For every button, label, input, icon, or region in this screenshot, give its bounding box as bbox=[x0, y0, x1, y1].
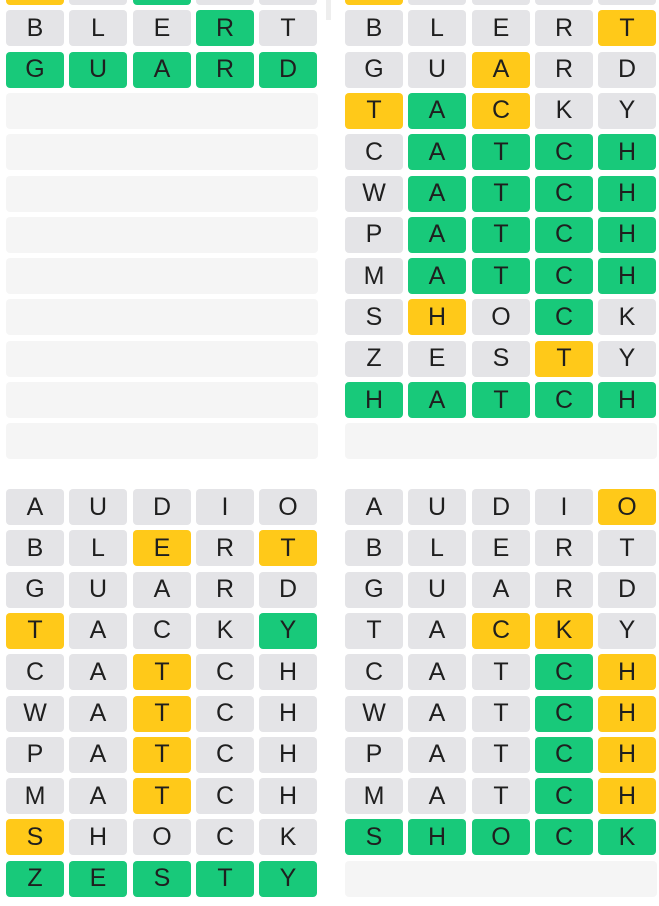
letter-tile: A bbox=[408, 93, 466, 129]
letter-tile: T bbox=[133, 737, 191, 773]
letter-tile: H bbox=[598, 696, 656, 732]
letter-tile: A bbox=[472, 52, 530, 88]
letter-tile: A bbox=[133, 52, 191, 88]
letter-tile: S bbox=[133, 861, 191, 897]
guess-row bbox=[6, 654, 318, 690]
letter-tile: A bbox=[6, 489, 64, 525]
guess-row bbox=[345, 341, 657, 377]
letter-tile: T bbox=[535, 341, 593, 377]
letter-tile: H bbox=[259, 696, 317, 732]
letter-tile: C bbox=[535, 737, 593, 773]
letter-tile bbox=[6, 0, 64, 5]
letter-tile: U bbox=[408, 52, 466, 88]
guess-row bbox=[6, 613, 318, 649]
letter-tile: T bbox=[133, 696, 191, 732]
letter-tile: H bbox=[345, 382, 403, 418]
letter-tile: O bbox=[133, 819, 191, 855]
guess-row bbox=[6, 861, 318, 897]
letter-tile: T bbox=[472, 737, 530, 773]
letter-tile: S bbox=[472, 341, 530, 377]
letter-tile: T bbox=[133, 778, 191, 814]
letter-tile: A bbox=[133, 572, 191, 608]
letter-tile: A bbox=[69, 654, 127, 690]
letter-tile: A bbox=[345, 489, 403, 525]
guess-row bbox=[345, 819, 657, 855]
empty-row bbox=[6, 93, 318, 129]
letter-tile: T bbox=[472, 134, 530, 170]
letter-tile: A bbox=[69, 737, 127, 773]
letter-tile: R bbox=[196, 52, 254, 88]
letter-tile: A bbox=[69, 613, 127, 649]
letter-tile: S bbox=[345, 819, 403, 855]
letter-tile: U bbox=[69, 572, 127, 608]
letter-tile: C bbox=[535, 258, 593, 294]
letter-tile: T bbox=[472, 217, 530, 253]
guess-row bbox=[345, 489, 657, 525]
letter-tile: H bbox=[598, 258, 656, 294]
letter-tile: K bbox=[598, 299, 656, 335]
letter-tile: A bbox=[408, 217, 466, 253]
letter-tile: K bbox=[535, 93, 593, 129]
empty-row bbox=[345, 423, 657, 459]
letter-tile: C bbox=[472, 93, 530, 129]
letter-tile: L bbox=[69, 10, 127, 46]
letter-tile: A bbox=[408, 258, 466, 294]
letter-tile: H bbox=[408, 299, 466, 335]
letter-tile: T bbox=[6, 613, 64, 649]
letter-tile: C bbox=[345, 654, 403, 690]
letter-tile: H bbox=[408, 819, 466, 855]
guess-row bbox=[6, 489, 318, 525]
letter-tile: E bbox=[69, 861, 127, 897]
letter-tile: T bbox=[472, 696, 530, 732]
letter-tile: C bbox=[535, 217, 593, 253]
letter-tile: U bbox=[69, 52, 127, 88]
letter-tile bbox=[196, 0, 254, 5]
letter-tile: L bbox=[69, 530, 127, 566]
letter-tile: C bbox=[345, 134, 403, 170]
letter-tile: T bbox=[472, 258, 530, 294]
letter-tile: C bbox=[196, 819, 254, 855]
guess-row bbox=[345, 572, 657, 608]
guess-row bbox=[345, 613, 657, 649]
letter-tile: G bbox=[6, 52, 64, 88]
letter-tile: E bbox=[133, 10, 191, 46]
letter-tile: C bbox=[196, 654, 254, 690]
letter-tile: B bbox=[345, 10, 403, 46]
letter-tile: T bbox=[472, 382, 530, 418]
letter-tile: C bbox=[6, 654, 64, 690]
letter-tile: B bbox=[345, 530, 403, 566]
letter-tile: H bbox=[598, 217, 656, 253]
letter-tile: D bbox=[598, 52, 656, 88]
letter-tile bbox=[345, 0, 403, 5]
letter-tile: W bbox=[345, 176, 403, 212]
letter-tile: S bbox=[6, 819, 64, 855]
letter-tile: R bbox=[535, 572, 593, 608]
letter-tile: T bbox=[472, 654, 530, 690]
letter-tile bbox=[472, 0, 530, 5]
letter-tile: S bbox=[345, 299, 403, 335]
letter-tile: R bbox=[535, 530, 593, 566]
letter-tile: T bbox=[472, 176, 530, 212]
letter-tile: T bbox=[472, 778, 530, 814]
letter-tile: C bbox=[133, 613, 191, 649]
letter-tile: A bbox=[408, 737, 466, 773]
guess-row bbox=[345, 134, 657, 170]
guess-row bbox=[6, 696, 318, 732]
letter-tile: C bbox=[472, 613, 530, 649]
letter-tile: H bbox=[598, 176, 656, 212]
letter-tile: A bbox=[408, 696, 466, 732]
letter-tile: G bbox=[345, 52, 403, 88]
guess-row bbox=[6, 819, 318, 855]
guess-row bbox=[345, 654, 657, 690]
guess-row bbox=[345, 176, 657, 212]
letter-tile: B bbox=[6, 10, 64, 46]
letter-tile: Y bbox=[598, 93, 656, 129]
letter-tile: E bbox=[472, 530, 530, 566]
guess-row bbox=[345, 10, 657, 46]
letter-tile: H bbox=[598, 778, 656, 814]
letter-tile: A bbox=[408, 176, 466, 212]
guess-row bbox=[345, 93, 657, 129]
guess-row bbox=[6, 737, 318, 773]
letter-tile: B bbox=[6, 530, 64, 566]
guess-row bbox=[345, 299, 657, 335]
letter-tile: P bbox=[345, 217, 403, 253]
empty-row bbox=[6, 341, 318, 377]
letter-tile: M bbox=[345, 778, 403, 814]
letter-tile: T bbox=[259, 530, 317, 566]
guess-row bbox=[6, 0, 318, 5]
letter-tile bbox=[69, 0, 127, 5]
letter-tile: K bbox=[598, 819, 656, 855]
letter-tile: Y bbox=[598, 613, 656, 649]
letter-tile: D bbox=[598, 572, 656, 608]
letter-tile: R bbox=[535, 52, 593, 88]
empty-row bbox=[6, 134, 318, 170]
letter-tile: C bbox=[535, 382, 593, 418]
letter-tile: R bbox=[196, 10, 254, 46]
letter-tile: T bbox=[598, 530, 656, 566]
letter-tile: A bbox=[408, 134, 466, 170]
letter-tile: I bbox=[196, 489, 254, 525]
letter-tile bbox=[598, 0, 656, 5]
letter-tile: R bbox=[535, 10, 593, 46]
letter-tile: H bbox=[259, 654, 317, 690]
letter-tile: T bbox=[259, 10, 317, 46]
letter-tile: Y bbox=[259, 613, 317, 649]
letter-tile: C bbox=[535, 299, 593, 335]
letter-tile: A bbox=[408, 778, 466, 814]
guess-row bbox=[345, 382, 657, 418]
letter-tile: Z bbox=[345, 341, 403, 377]
letter-tile: P bbox=[345, 737, 403, 773]
letter-tile: O bbox=[598, 489, 656, 525]
letter-tile: T bbox=[133, 654, 191, 690]
letter-tile: A bbox=[472, 572, 530, 608]
letter-tile: C bbox=[535, 696, 593, 732]
letter-tile: E bbox=[472, 10, 530, 46]
letter-tile: H bbox=[259, 778, 317, 814]
guess-row bbox=[345, 0, 657, 5]
letter-tile: O bbox=[259, 489, 317, 525]
letter-tile: Y bbox=[259, 861, 317, 897]
letter-tile: T bbox=[598, 10, 656, 46]
guess-row bbox=[6, 572, 318, 608]
letter-tile: H bbox=[69, 819, 127, 855]
guess-row bbox=[345, 778, 657, 814]
guess-row bbox=[6, 778, 318, 814]
letter-tile: A bbox=[69, 778, 127, 814]
letter-tile: G bbox=[345, 572, 403, 608]
letter-tile: K bbox=[196, 613, 254, 649]
letter-tile bbox=[133, 0, 191, 5]
letter-tile: M bbox=[6, 778, 64, 814]
letter-tile: U bbox=[69, 489, 127, 525]
letter-tile: M bbox=[345, 258, 403, 294]
letter-tile bbox=[259, 0, 317, 5]
letter-tile: T bbox=[345, 613, 403, 649]
guess-row bbox=[345, 696, 657, 732]
letter-tile: Y bbox=[598, 341, 656, 377]
letter-tile: H bbox=[598, 382, 656, 418]
empty-row bbox=[6, 299, 318, 335]
empty-row bbox=[6, 423, 318, 459]
letter-tile: D bbox=[259, 572, 317, 608]
letter-tile: K bbox=[259, 819, 317, 855]
letter-tile: L bbox=[408, 10, 466, 46]
letter-tile: A bbox=[408, 613, 466, 649]
letter-tile: I bbox=[535, 489, 593, 525]
letter-tile: W bbox=[6, 696, 64, 732]
guess-row bbox=[345, 737, 657, 773]
letter-tile: D bbox=[472, 489, 530, 525]
empty-row bbox=[6, 258, 318, 294]
letter-tile: P bbox=[6, 737, 64, 773]
letter-tile: K bbox=[535, 613, 593, 649]
board-divider bbox=[326, 0, 331, 20]
letter-tile bbox=[408, 0, 466, 5]
letter-tile: R bbox=[196, 572, 254, 608]
guess-row bbox=[345, 530, 657, 566]
letter-tile: C bbox=[535, 654, 593, 690]
guess-row bbox=[345, 52, 657, 88]
letter-tile: D bbox=[133, 489, 191, 525]
guess-row bbox=[6, 10, 318, 46]
letter-tile: C bbox=[535, 819, 593, 855]
empty-row bbox=[6, 382, 318, 418]
letter-tile: T bbox=[196, 861, 254, 897]
letter-tile: L bbox=[408, 530, 466, 566]
guess-row bbox=[6, 530, 318, 566]
letter-tile: Z bbox=[6, 861, 64, 897]
letter-tile: R bbox=[196, 530, 254, 566]
letter-tile: D bbox=[259, 52, 317, 88]
letter-tile: T bbox=[345, 93, 403, 129]
letter-tile: W bbox=[345, 696, 403, 732]
letter-tile: E bbox=[133, 530, 191, 566]
letter-tile: C bbox=[196, 696, 254, 732]
letter-tile: U bbox=[408, 572, 466, 608]
letter-tile: A bbox=[408, 382, 466, 418]
letter-tile: H bbox=[259, 737, 317, 773]
letter-tile: O bbox=[472, 299, 530, 335]
letter-tile: H bbox=[598, 134, 656, 170]
empty-row bbox=[345, 861, 657, 897]
letter-tile bbox=[535, 0, 593, 5]
letter-tile: E bbox=[408, 341, 466, 377]
empty-row bbox=[6, 176, 318, 212]
guess-row bbox=[345, 258, 657, 294]
letter-tile: A bbox=[69, 696, 127, 732]
letter-tile: A bbox=[408, 654, 466, 690]
letter-tile: G bbox=[6, 572, 64, 608]
empty-row bbox=[6, 217, 318, 253]
letter-tile: C bbox=[196, 737, 254, 773]
letter-tile: H bbox=[598, 737, 656, 773]
letter-tile: C bbox=[196, 778, 254, 814]
letter-tile: U bbox=[408, 489, 466, 525]
letter-tile: C bbox=[535, 778, 593, 814]
letter-tile: C bbox=[535, 134, 593, 170]
guess-row bbox=[6, 52, 318, 88]
letter-tile: C bbox=[535, 176, 593, 212]
letter-tile: H bbox=[598, 654, 656, 690]
letter-tile: O bbox=[472, 819, 530, 855]
guess-row bbox=[345, 217, 657, 253]
